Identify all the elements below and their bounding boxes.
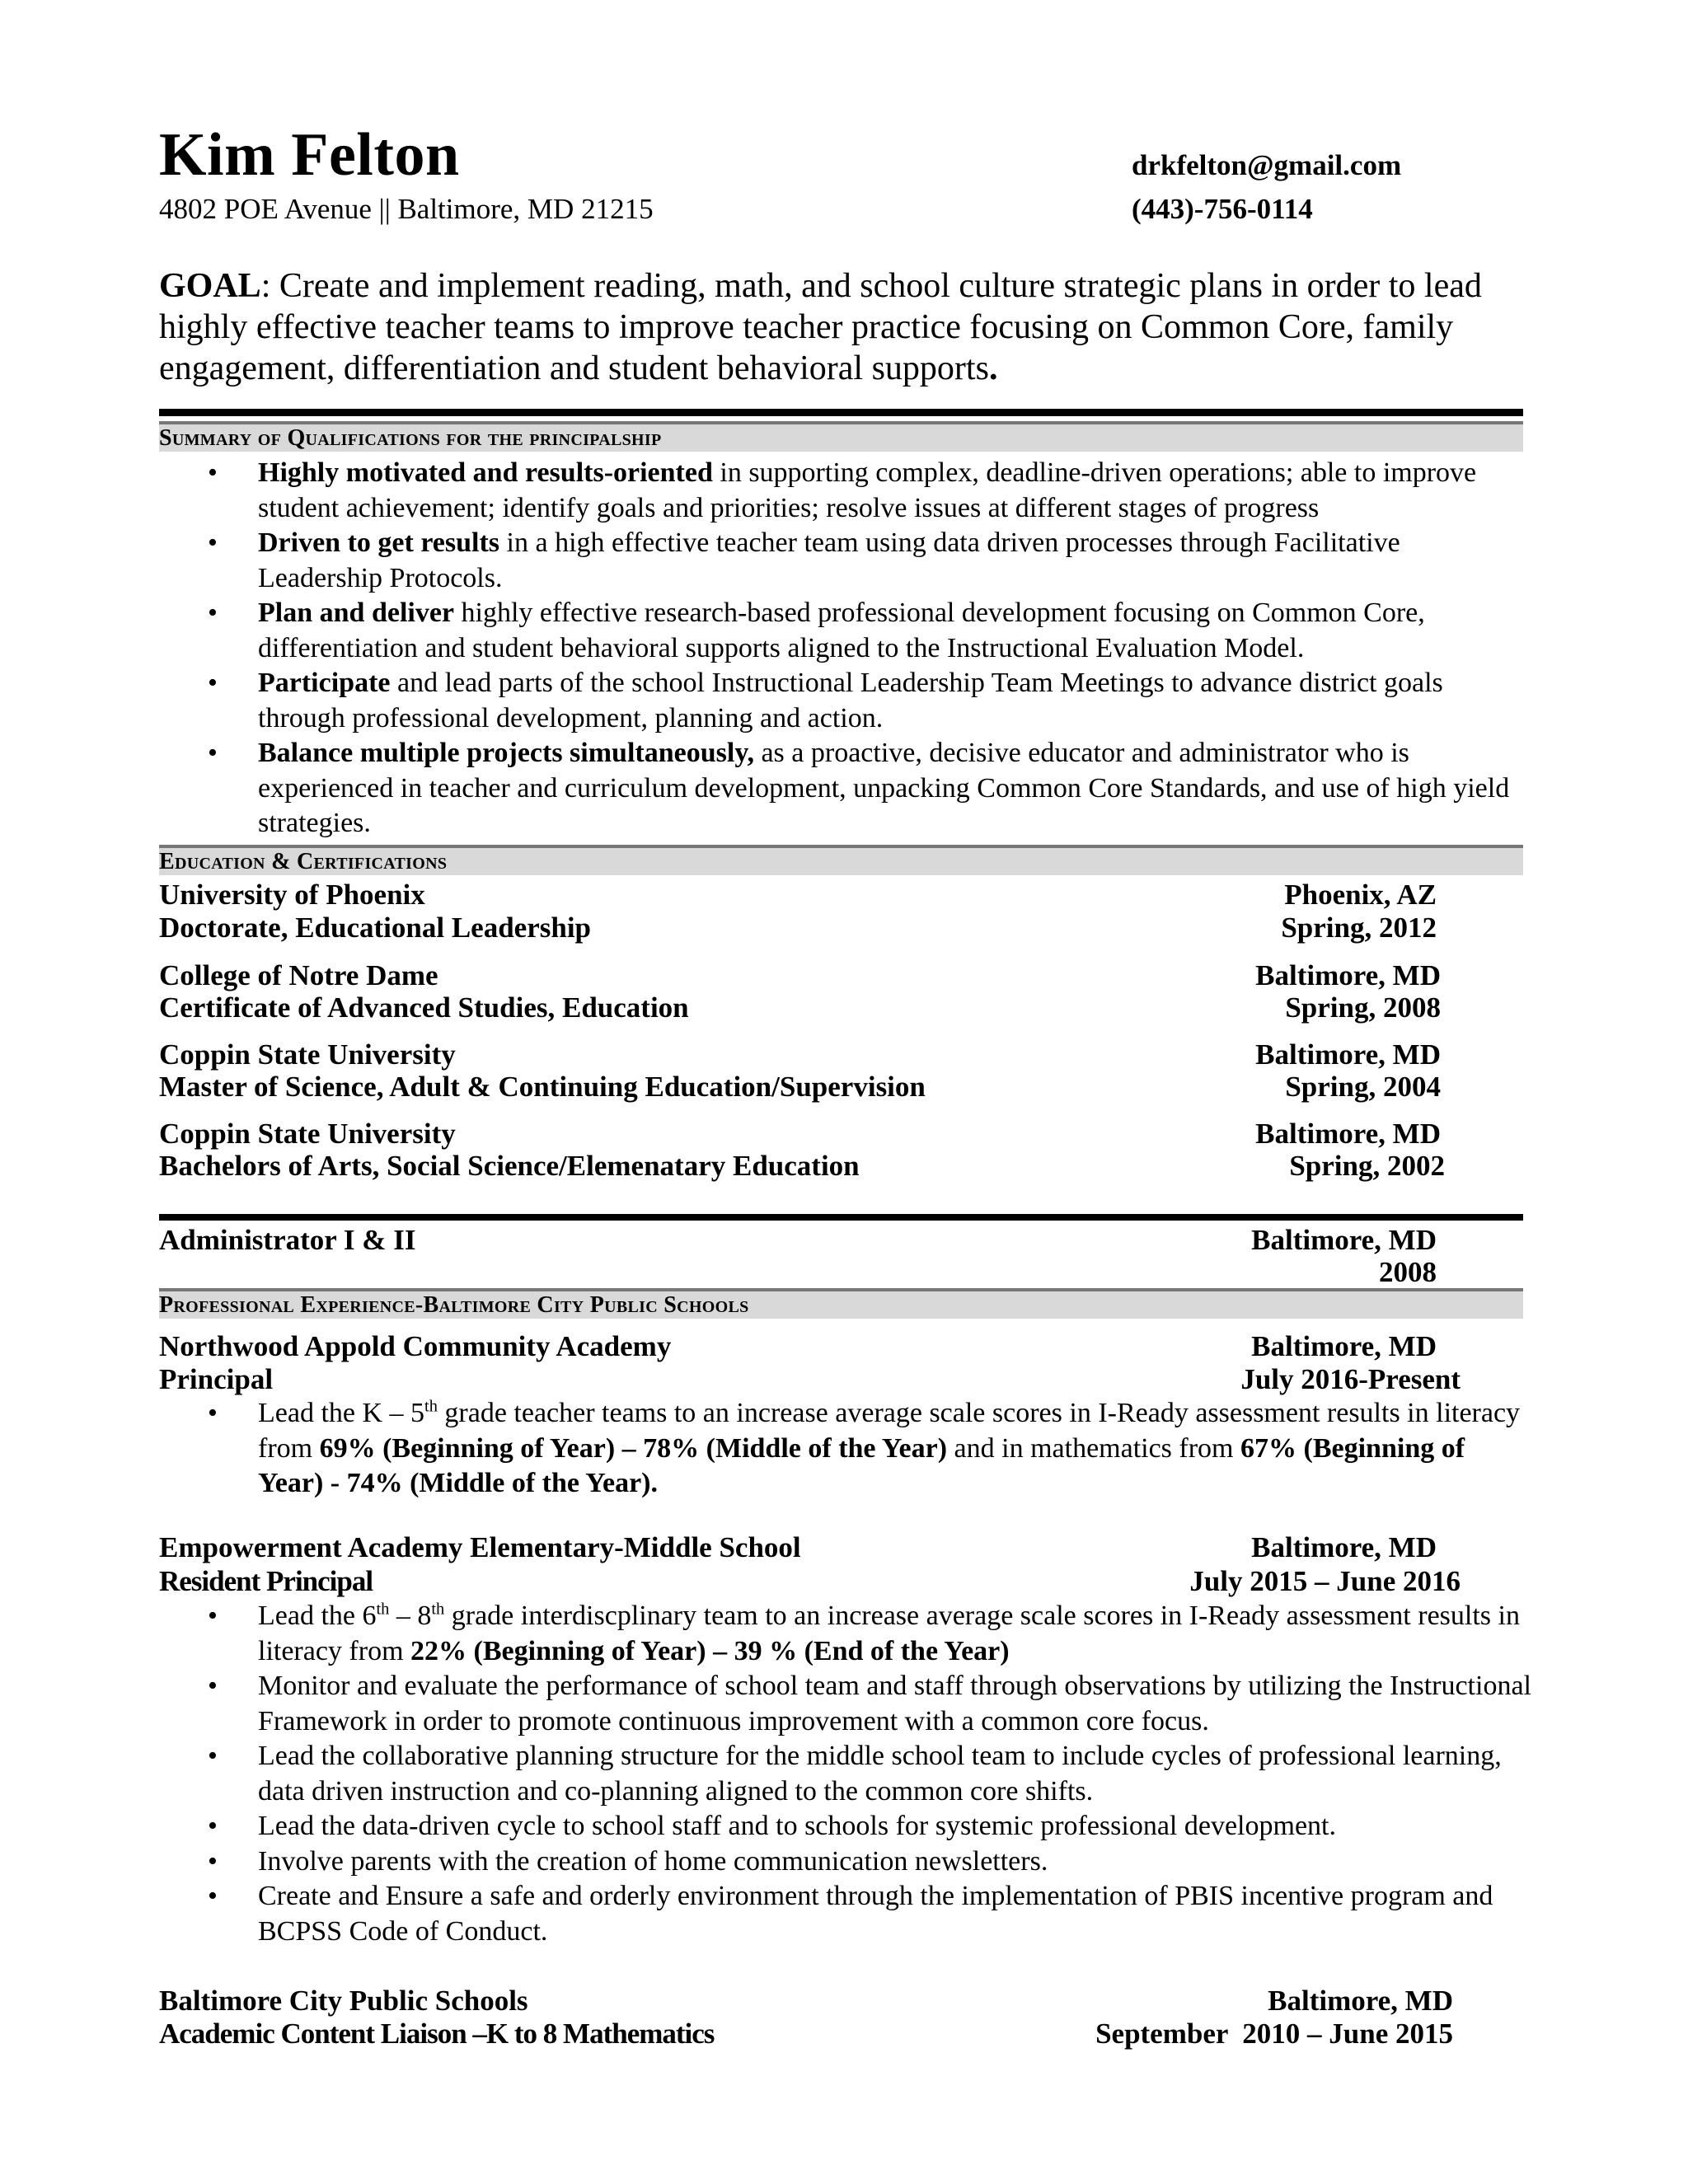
- job-bullet: [0, 1396, 1531, 1502]
- bullet-emphasis: 22% (Beginning of Year) – 39 % (End of the Year): [410, 1635, 1010, 1666]
- bullet-text: grade interdiscplinary team to an increase average scale scores in I-Ready assessment results in literacy from: [258, 1601, 1520, 1666]
- summary-item: [0, 596, 1531, 666]
- certification-year: 2008: [1379, 1256, 1437, 1288]
- summary-item-lead: Balance multiple projects simultaneously,: [258, 738, 754, 768]
- bullet-text: Monitor and evaluate the performance of school team and staff through observations by utilizing the Instructional Framework in order to promote continuous improvement with a common core focus.: [258, 1671, 1531, 1736]
- section-divider: [159, 1214, 1523, 1221]
- bullet-text: – 8: [389, 1601, 432, 1631]
- education-location: Baltimore, MD: [1255, 1118, 1441, 1150]
- education-date: Spring, 2002: [1289, 1150, 1445, 1182]
- education-location: Baltimore, MD: [1255, 1038, 1441, 1071]
- job-bullet: [0, 1599, 1531, 1669]
- goal-statement: [159, 265, 1544, 389]
- bullet-icon: •: [208, 1741, 218, 1771]
- summary-item-text: as a proactive, decisive educator and administrator who is experienced in teacher and curriculum development, unpacking Common Core Standards, and use of high yield strategies.: [258, 738, 1510, 838]
- superscript: th: [431, 1600, 445, 1619]
- certification-title: Administrator I & II: [159, 1224, 416, 1256]
- education-school: College of Notre Dame: [159, 959, 438, 991]
- bullet-icon: •: [208, 1601, 218, 1631]
- job-bullet: [0, 1844, 1531, 1880]
- education-school: Coppin State University: [159, 1118, 456, 1150]
- bullet-icon: •: [208, 668, 218, 698]
- job-role: Academic Content Liaison –K to 8 Mathematics: [159, 2018, 715, 2050]
- job-dates: July 2016-Present: [1240, 1363, 1461, 1395]
- superscript: th: [424, 1397, 438, 1416]
- education-degree: Doctorate, Educational Leadership: [159, 912, 592, 944]
- bullet-text: Lead the collaborative planning structure for the middle school team to include cycles of professional learning, data driven instruction and co-planning aligned to the common core shifts.: [258, 1741, 1502, 1807]
- summary-item-lead: Highly motivated and results-oriented: [258, 457, 713, 488]
- education-school: University of Phoenix: [159, 879, 425, 911]
- bullet-text: and in mathematics from: [947, 1432, 1241, 1464]
- summary-item: [0, 526, 1531, 596]
- job-organization: Baltimore City Public Schools: [159, 1985, 528, 2017]
- summary-item: [0, 736, 1531, 841]
- summary-item-text: highly effective research-based professional development focusing on Common Core, differentiation and student behavioral supports aligned to the Instructional Evaluation Model.: [258, 598, 1425, 663]
- experience-section-header: [159, 1288, 1523, 1319]
- job-location: Baltimore, MD: [1268, 1985, 1453, 2017]
- bullet-text: grade teacher teams to an increase average scale scores in I-Ready assessment results in literacy from: [258, 1398, 1521, 1464]
- job-role: Principal: [159, 1363, 274, 1395]
- job-bullets: [0, 1396, 1531, 1502]
- bullet-icon: •: [208, 1845, 218, 1877]
- job-bullet: [0, 1809, 1531, 1844]
- job-dates: September 2010 – June 2015: [1095, 2018, 1453, 2050]
- phone-number: (443)-756-0114: [1132, 193, 1313, 225]
- education-heading: Education & Certifications: [159, 849, 448, 874]
- job-location: Baltimore, MD: [1251, 1531, 1437, 1563]
- education-school: Coppin State University: [159, 1038, 456, 1071]
- education-location: Baltimore, MD: [1255, 959, 1441, 991]
- superscript: th: [376, 1600, 390, 1619]
- summary-item-text: in a high effective teacher team using data driven processes through Facilitative Leadership Protocols.: [258, 527, 1400, 593]
- summary-item-lead: Participate: [258, 668, 391, 698]
- education-date: Spring, 2012: [1281, 912, 1437, 944]
- bullet-icon: •: [208, 738, 218, 768]
- summary-item-text: and lead parts of the school Instructional Leadership Team Meetings to advance district goals through professional development, planning and action.: [258, 668, 1443, 733]
- education-section-header: [159, 845, 1523, 875]
- education-degree: Master of Science, Adult & Continuing Education/Supervision: [159, 1071, 926, 1103]
- bullet-text: Create and Ensure a safe and orderly environment through the implementation of PBIS incentive program and BCPSS Code of Conduct.: [258, 1881, 1493, 1947]
- section-divider: [159, 409, 1523, 416]
- job-role: Resident Principal: [159, 1565, 373, 1597]
- education-date: Spring, 2004: [1285, 1071, 1441, 1103]
- job-bullet: [0, 1879, 1531, 1949]
- education-degree: Certificate of Advanced Studies, Education: [159, 991, 689, 1024]
- summary-item: [0, 666, 1531, 736]
- job-location: Baltimore, MD: [1251, 1330, 1437, 1362]
- education-date: Spring, 2008: [1285, 991, 1441, 1024]
- summary-item: [0, 456, 1531, 526]
- street-address: 4802 POE Avenue || Baltimore, MD 21215: [159, 193, 654, 225]
- summary-item-lead: Driven to get results: [258, 527, 500, 558]
- job-bullet: [0, 1739, 1531, 1809]
- job-bullets: [0, 1599, 1531, 1949]
- job-dates: July 2015 – June 2016: [1189, 1565, 1461, 1597]
- bullet-text: Involve parents with the creation of home communication newsletters.: [258, 1845, 1048, 1877]
- bullet-text: Lead the data-driven cycle to school staff and to schools for systemic professional development.: [258, 1811, 1336, 1841]
- goal-text: : Create and implement reading, math, and school culture strategic plans in order to lead highly effective teacher teams to improve teacher practice focusing on Common Core, family engagement, differentiation and student behavioral supports: [159, 267, 1482, 387]
- bullet-icon: •: [208, 1811, 218, 1841]
- bullet-icon: •: [208, 598, 218, 628]
- bullet-icon: •: [208, 527, 218, 558]
- summary-list: [0, 456, 1531, 841]
- summary-item-text: in supporting complex, deadline-driven operations; able to improve student achievement; identify goals and priorities; resolve issues at different stages of progress: [258, 457, 1477, 523]
- bullet-emphasis: 69% (Beginning of Year) – 78% (Middle of the Year): [319, 1432, 948, 1464]
- job-bullet: [0, 1669, 1531, 1739]
- summary-heading: Summary of Qualifications for the principalship: [159, 425, 662, 451]
- bullet-emphasis: 67% (Beginning of Year) - 74% (Middle of the Year).: [258, 1432, 1465, 1498]
- education-degree: Bachelors of Arts, Social Science/Elemenatary Education: [159, 1150, 860, 1182]
- bullet-icon: •: [208, 1671, 218, 1701]
- education-location: Phoenix, AZ: [1284, 879, 1437, 911]
- bullet-icon: •: [208, 1881, 218, 1911]
- summary-item-lead: Plan and deliver: [258, 598, 455, 628]
- email-address[interactable]: drkfelton@gmail.com: [1132, 149, 1402, 181]
- job-organization: Northwood Appold Community Academy: [159, 1330, 672, 1362]
- bullet-text: Lead the K – 5: [258, 1398, 425, 1428]
- bullet-text: Lead the 6: [258, 1601, 377, 1631]
- bullet-icon: •: [208, 1398, 218, 1428]
- certification-location: Baltimore, MD: [1251, 1224, 1437, 1256]
- candidate-name: Kim Felton: [159, 121, 460, 189]
- bullet-icon: •: [208, 457, 218, 488]
- job-organization: Empowerment Academy Elementary-Middle School: [159, 1531, 801, 1563]
- summary-section-header: [159, 421, 1523, 452]
- goal-end: .: [988, 349, 998, 387]
- experience-heading: Professional Experience-Baltimore City Public Schools: [159, 1292, 749, 1318]
- goal-label: GOAL: [159, 267, 261, 305]
